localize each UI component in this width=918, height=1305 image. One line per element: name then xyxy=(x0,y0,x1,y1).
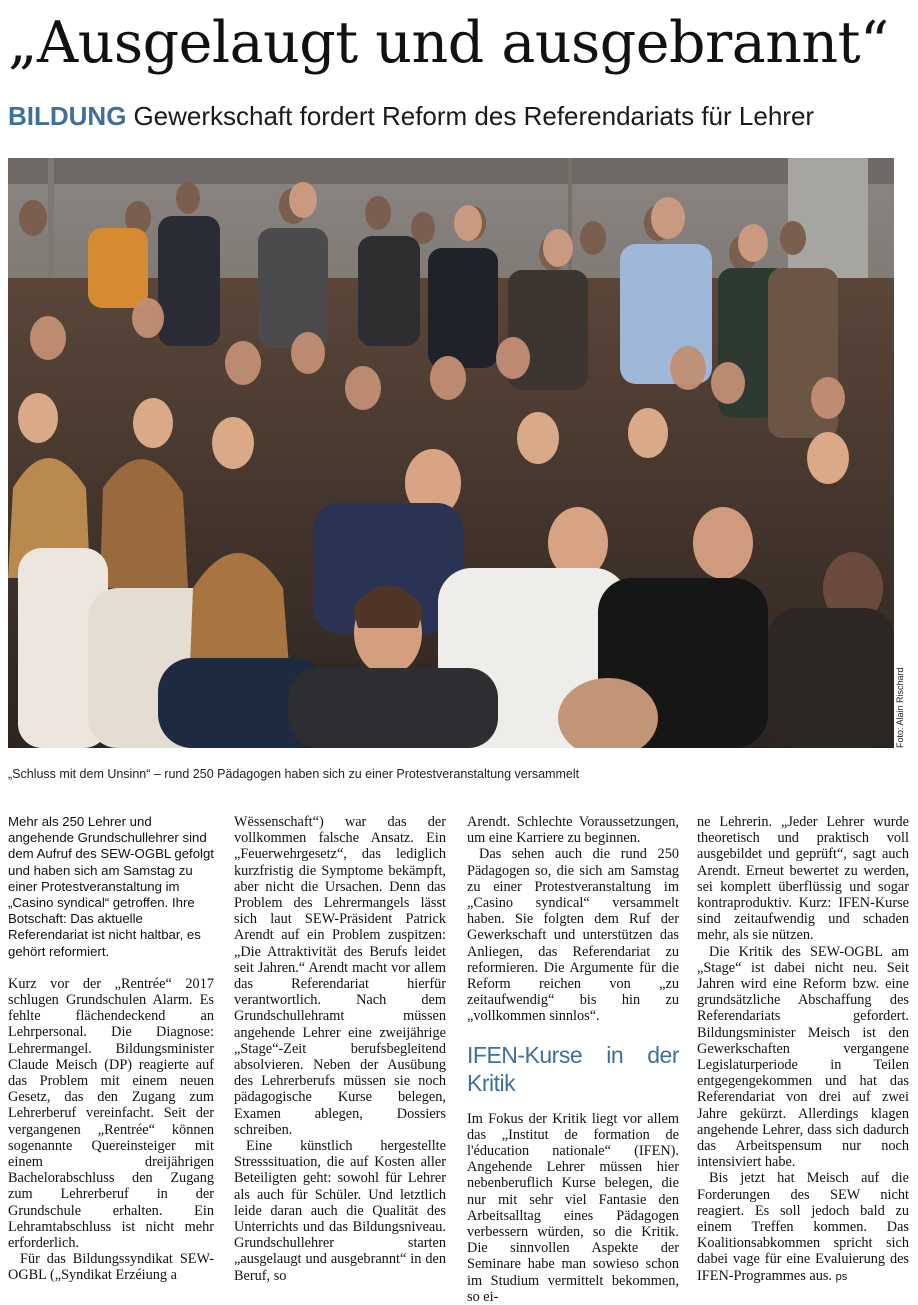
news-photo xyxy=(8,158,894,748)
paragraph: Das sehen auch die rund 250 Pädagogen so, die sich am Samstag zu einer Protestveranstaltung im „Casino syndical“ versammelt haben. Sie folgten dem Ruf der Gewerkschaft und unterstützen das Anliegen, das Referendariat zu reformieren. Die Argumente für die Reform reichen von „zu zeitaufwendig“ bis hin zu „vollkommen sinnlos“. xyxy=(467,846,679,1025)
article-column-2 xyxy=(234,814,446,1284)
author-tag: ps xyxy=(835,1270,848,1283)
paragraph: Kurz vor der „Rentrée“ 2017 schlugen Grundschulen Alarm. Es fehlte flächendeckend an Lehrpersonal. Die Diagnose: Lehrermangel. Bildungsminister Claude Meisch (DP) reagierte auf das Problem mit einem neuen Gesetz, das den Zugang zum Lehrerberuf vereinfacht. Seit der vergangenen „Rentrée“ können sogenannte Quereinsteiger mit einem dreijährigen Bachelorabschluss den Zugang zum Lehrerberuf in der Grundschule erhalten. Ein Lehramtabschluss ist nicht mehr erforderlich. xyxy=(8,975,214,1252)
article-column-4 xyxy=(697,814,909,1285)
article-lead: Mehr als 250 Lehrer und angehende Grundschullehrer sind dem Aufruf des SEW-OGBL gefolgt und haben sich am Samstag zu einer Protestveranstaltung im „Casino syndical“ getroffen. Ihre Botschaft: Das aktuelle Referendariat ist nicht haltbar, es gehört reformiert. xyxy=(8,814,214,959)
subheadline-text: Gewerkschaft fordert Reform des Referendariats für Lehrer xyxy=(133,101,815,131)
audience-photo-illustration xyxy=(8,158,894,748)
paragraph: Für das Bildungssyndikat SEW-OGBL („Syndikat Erzéiung a xyxy=(8,1251,214,1284)
headline: „Ausgelaugt und ausgebrannt“ xyxy=(8,10,889,76)
paragraph: Wëssenschaft“) war das der vollkommen falsche Ansatz. Ein „Feuerwehrgesetz“, das lediglich kurzfristig die Symptome bekämpft, aber nicht die Ursachen. Denn das Problem des Lehrermangels lässt sich laut SEW-Präsident Patrick Arendt auf ein Problem zuspitzen: „Die Attraktivität des Berufs leidet seit Jahren.“ Arendt macht vor allem das Referendariat hierfür verantwortlich. Nach dem Grundschullehramt müssen angehende Lehrer eine zweijährige „Stage“-Zeit berufsbegleitend absolvieren. Neben der Ausübung des Lehrerberufs müssen sie noch pädagogische Kurse belegen, Examen ablegen, Dossiers schreiben. xyxy=(234,814,446,1138)
paragraph: Im Fokus der Kritik liegt vor allem das „Institut de formation de l'éducation nationale“ (IFEN). Angehende Lehrer müssen hier nebenberuflich Kurse belegen, die nur mit sehr viel Fantasie den Arbeitsalltag eines Pädagogen verbessern würden, so die Kritik. Die sinnvollen Aspekte der Seminare habe man sowieso schon im Studium vermittelt bekommen, so ei- xyxy=(467,1110,679,1305)
subheadline xyxy=(8,100,908,132)
article-column-1 xyxy=(8,814,214,1284)
paragraph: Eine künstlich hergestellte Stresssituation, die auf Kosten aller Beteiligten geht: sowohl für Lehrer als auch für Schüler. Und letztlich leide daran auch die Qualität des Unterrichts und das Bildungsniveau. Grundschullehrer starten „ausgelaugt und ausgebrannt“ in den Beruf, so xyxy=(234,1138,446,1284)
photo-caption: „Schluss mit dem Unsinn“ – rund 250 Pädagogen haben sich zu einer Protestveranstaltung versammelt xyxy=(8,767,580,781)
paragraph: Bis jetzt hat Meisch auf die Forderungen des SEW nicht reagiert. Es soll jedoch bald zu einem Treffen kommen. Das Koalitionsabkommen spricht sich dabei vage für eine Evaluierung des IFEN-Programmes aus. ps xyxy=(697,1170,909,1284)
section-kicker: BILDUNG xyxy=(8,101,127,131)
paragraph: Arendt. Schlechte Voraussetzungen, um eine Karriere zu beginnen. xyxy=(467,814,679,847)
section-subtitle: IFEN-Kurse in der Kritik xyxy=(467,1041,679,1096)
paragraph: ne Lehrerin. „Jeder Lehrer wurde theoretisch und praktisch voll ausgebildet und geprüft“, sagt auch Arendt. Erneut bewertet zu werden, sei komplett überflüssig und sogar kontraproduktiv. Kurz: IFEN-Kurse sind zeitaufwendig und schaden mehr, als sie nützen. xyxy=(697,814,909,944)
paragraph: Die Kritik des SEW-OGBL am „Stage“ ist dabei nicht neu. Seit Jahren wird eine Reform bzw. eine grundsätzliche Abschaffung des Referendariats gefordert. Bildungsminister Meisch ist den Gewerkschaften vergangene Legislaturperiode in Teilen entgegengekommen und hat das Referendariat von drei auf zwei Jahre gekürzt. Allerdings klagen angehende Lehrer, dass sich dadurch das Arbeitspensum nur noch intensiviert habe. xyxy=(697,943,909,1171)
article-column-3 xyxy=(467,814,679,1305)
